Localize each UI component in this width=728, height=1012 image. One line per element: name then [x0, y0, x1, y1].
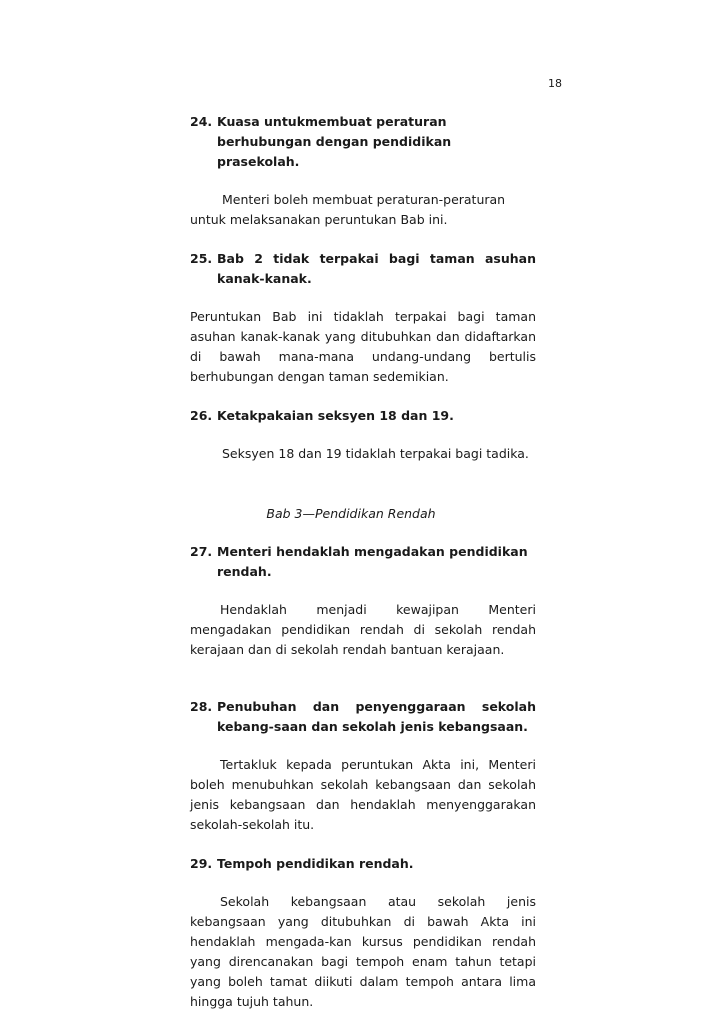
section-number: 24. [190, 114, 213, 129]
section-29-body: Sekolah kebangsaan atau sekolah jenis kebangsaan yang ditubuhkan di bawah Akta ini hendaklah mengada-kan kursus pendidikan rendah yang direncanakan bagi tempoh enam tahun tetapi yang boleh tamat diikuti dalam tempoh antara lima hingga tujuh tahun. [190, 894, 536, 1009]
section-title: Bab 2 tidak terpakai bagi taman asuhan kanak-kanak. [217, 251, 536, 286]
section-27-heading [190, 542, 536, 582]
section-number: 28. [190, 699, 213, 714]
section-title: Kuasa untukmembuat peraturan berhubungan dengan pendidikan prasekolah. [217, 114, 452, 169]
section-24-heading [190, 112, 536, 172]
section-25-heading [190, 249, 536, 289]
section-number: 25. [190, 251, 213, 266]
document-body [190, 112, 536, 1012]
section-26-body: Seksyen 18 dan 19 tidaklah terpakai bagi tadika. [222, 446, 529, 461]
section-26-heading [190, 406, 536, 426]
section-25-body: Peruntukan Bab ini tidaklah terpakai bagi taman asuhan kanak-kanak yang ditubuhkan dan didaftarkan di bawah mana-mana undang-undang bertulis berhubungan dengan taman sedemikian. [190, 309, 536, 384]
section-title: Penubuhan dan penyenggaraan sekolah kebang-saan dan sekolah jenis kebangsaan. [217, 699, 536, 734]
section-number: 27. [190, 544, 213, 559]
section-title: Ketakpakaian seksyen 18 dan 19. [217, 408, 454, 423]
section-28-heading [190, 697, 536, 737]
section-title: Tempoh pendidikan rendah. [217, 856, 414, 871]
page-number: 18 [548, 77, 562, 90]
chapter-heading: Bab 3—Pendidikan Rendah [266, 506, 436, 521]
section-29-heading [190, 854, 536, 874]
section-24-body: Menteri boleh membuat peraturan-peraturan untuk melaksanakan peruntukan Bab ini. [190, 192, 506, 227]
section-28-body: Tertakluk kepada peruntukan Akta ini, Menteri boleh menubuhkan sekolah kebangsaan dan sekolah jenis kebangsaan dan hendaklah menyenggarakan sekolah-sekolah itu. [190, 757, 536, 832]
section-number: 26. [190, 408, 213, 423]
section-number: 29. [190, 856, 213, 871]
section-27-body: Hendaklah menjadi kewajipan Menteri mengadakan pendidikan rendah di sekolah rendah kerajaan dan di sekolah rendah bantuan kerajaan. [190, 602, 536, 657]
section-title: Menteri hendaklah mengadakan pendidikan rendah. [217, 544, 528, 579]
